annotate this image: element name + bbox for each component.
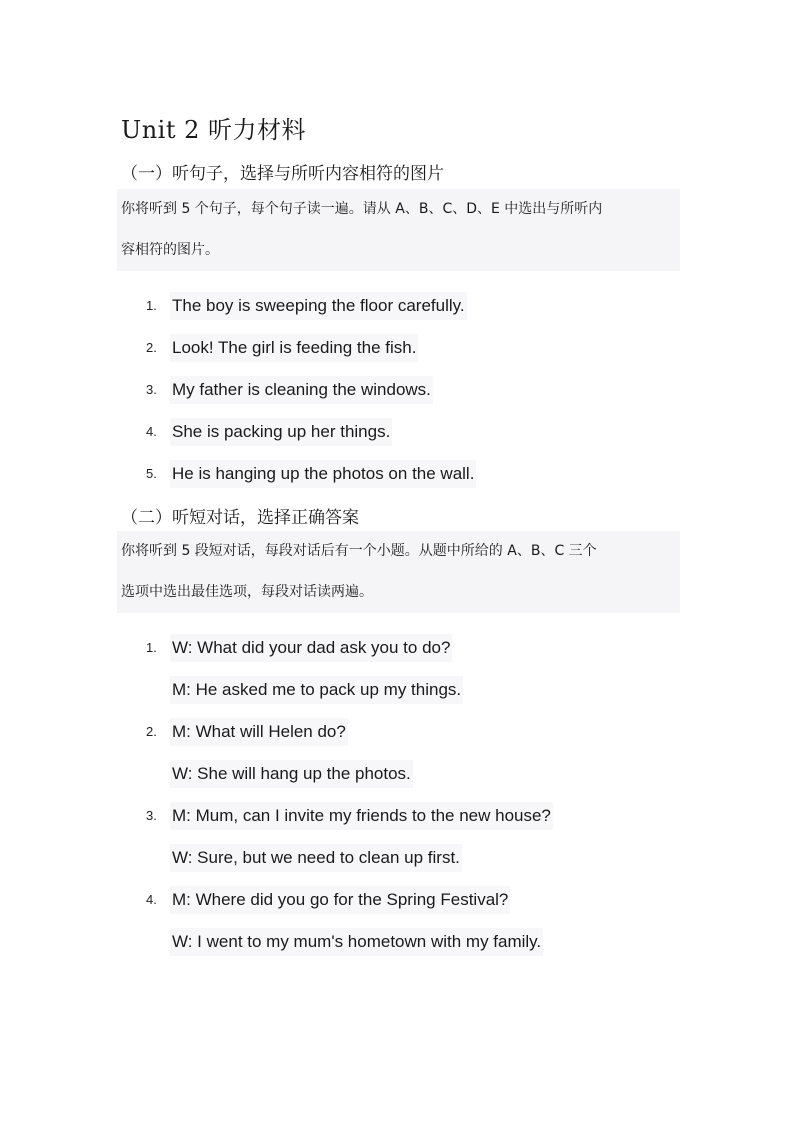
- dialogue-text: M: Where did you go for the Spring Festival?: [170, 886, 510, 914]
- item-number: 3.: [146, 382, 157, 397]
- page-title: Unit 2 听力材料: [121, 116, 307, 144]
- dialogue-line: [0, 627, 800, 669]
- dialogue-text: M: What will Helen do?: [170, 718, 348, 746]
- dialogue-line: [0, 795, 800, 837]
- item-text: He is hanging up the photos on the wall.: [170, 460, 476, 488]
- dialogue-line: [0, 879, 800, 921]
- item-number: 1.: [146, 298, 157, 313]
- list-item: [0, 453, 800, 495]
- dialogue-text: W: What did your dad ask you to do?: [170, 634, 452, 662]
- item-number: 4.: [146, 892, 157, 907]
- dialogue-text: W: I went to my mum's hometown with my family.: [170, 928, 543, 956]
- list-item: [0, 327, 800, 369]
- dialogue-line: [0, 921, 800, 963]
- instruction-line: 你将听到 5 段短对话，每段对话后有一个小题。从题中所给的 A、B、C 三个: [121, 543, 597, 559]
- dialogue-line: [0, 837, 800, 879]
- dialogue-text: M: Mum, can I invite my friends to the new house?: [170, 802, 553, 830]
- section-heading-dialogues: （二）听短对话，选择正确答案: [121, 508, 359, 528]
- dialogue-line: [0, 753, 800, 795]
- instruction-line: 容相符的图片。: [121, 242, 219, 258]
- dialogue-list: [0, 627, 800, 963]
- dialogue-text: W: She will hang up the photos.: [170, 760, 413, 788]
- item-number: 4.: [146, 424, 157, 439]
- dialogue-line: [0, 711, 800, 753]
- item-text: The boy is sweeping the floor carefully.: [170, 292, 467, 320]
- sentence-list: [0, 285, 800, 495]
- instruction-line: 你将听到 5 个句子，每个句子读一遍。请从 A、B、C、D、E 中选出与所听内: [121, 201, 603, 217]
- list-item: [0, 285, 800, 327]
- list-item: [0, 369, 800, 411]
- dialogue-text: M: He asked me to pack up my things.: [170, 676, 463, 704]
- item-number: 2.: [146, 340, 157, 355]
- list-item: [0, 411, 800, 453]
- section-heading-sentences: （一）听句子，选择与所听内容相符的图片: [121, 164, 444, 184]
- dialogue-text: W: Sure, but we need to clean up first.: [170, 844, 462, 872]
- instruction-line: 选项中选出最佳选项，每段对话读两遍。: [121, 584, 373, 600]
- instruction-block-sentences: [117, 189, 680, 271]
- item-number: 2.: [146, 724, 157, 739]
- item-number: 5.: [146, 466, 157, 481]
- item-number: 3.: [146, 808, 157, 823]
- item-text: Look! The girl is feeding the fish.: [170, 334, 418, 362]
- item-number: 1.: [146, 640, 157, 655]
- item-text: My father is cleaning the windows.: [170, 376, 433, 404]
- instruction-block-dialogues: [117, 531, 680, 613]
- dialogue-line: [0, 669, 800, 711]
- item-text: She is packing up her things.: [170, 418, 392, 446]
